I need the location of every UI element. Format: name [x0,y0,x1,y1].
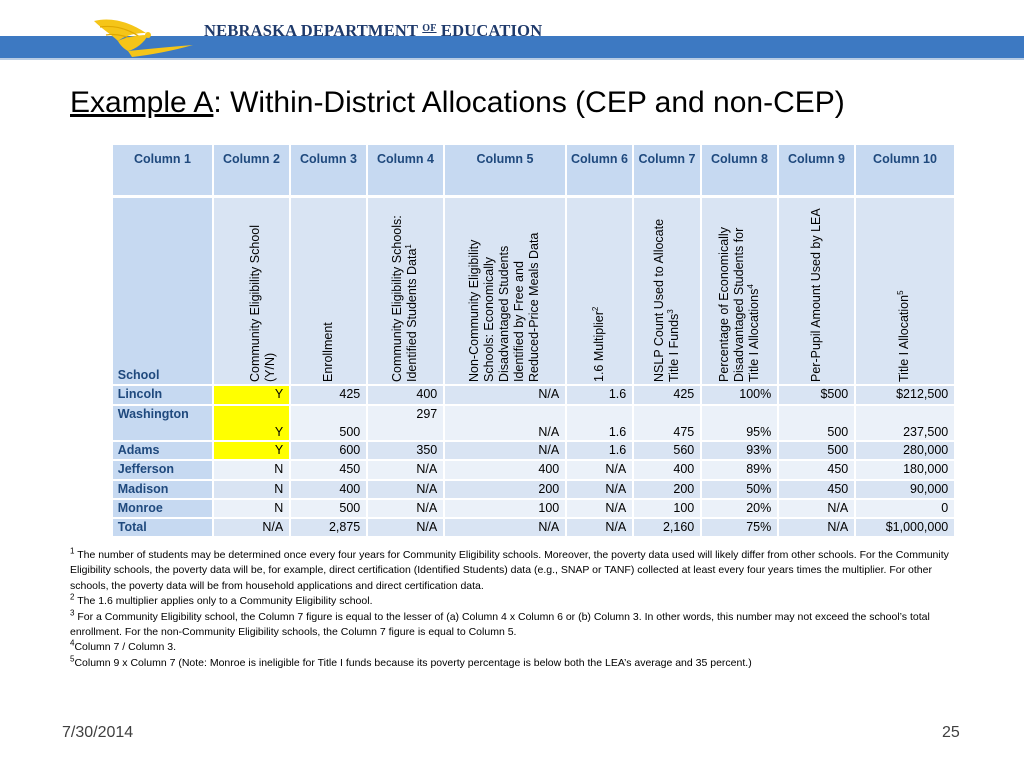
table-cell: N [214,461,290,480]
table-cell: N/A [368,519,444,537]
table-cell: 500 [779,442,855,460]
school-label-cell: School [113,198,213,385]
column-label-3: Enrollment [291,198,367,385]
page-title [70,86,845,120]
column-label-7: NSLP Count Used to Allocate Title I Funds$^3$ [634,198,701,385]
table-cell: N [214,500,290,518]
table-cell: N [214,481,290,499]
column-header-8: Column 8 [702,145,778,196]
table-cell: 100 [634,500,701,518]
column-header-5: Column 5 [445,145,566,196]
slide-date: 7/30/2014 [62,724,134,741]
table-cell: 500 [291,500,367,518]
column-label-10: Title I Allocation$^5$ [856,198,955,385]
column-header-10: Column 10 [856,145,955,196]
row-label-5: Monroe [113,500,213,518]
column-label-4: Community Eligibility Schools: Identified Students Data$^1$ [368,198,444,385]
row-label-6: Total [113,519,213,537]
table-cell: 100 [445,500,566,518]
table-cell: N/A [445,386,566,405]
title-rest: : Within-District Allocations (CEP and non-CEP) [213,86,845,119]
footnote-5: $^5$Column 9 x Column 7 (Note: Monroe is ineligible for Title I funds because its poverty percentage is below both the LEA’s average and 35 percent.) [70,654,752,669]
table-cell: N/A [445,406,566,441]
row-label-2: Adams [113,442,213,460]
table-cell: 297 [368,406,444,441]
table-cell: 560 [634,442,701,460]
table-cell: 450 [291,461,367,480]
table-cell: 200 [634,481,701,499]
table-cell: 180,000 [856,461,955,480]
footnote-3: $^3$ For a Community Eligibility school, the Column 7 figure is equal to the lesser of (a) Column 4 x Column 6 or (b) Column 3. In other words, this number may not exceed the school’s total enrollment. For the non-Community Eligibility schools, the Column 7 figure is equal to Column 5. [70,608,930,639]
column-header-2: Column 2 [214,145,290,196]
table-cell: 1.6 [567,386,633,405]
title-lead: Example A [70,86,214,119]
table-cell: 0 [856,500,955,518]
table-cell: N/A [567,481,633,499]
table-cell: Y [214,386,290,405]
table-cell: N/A [779,500,855,518]
table-cell: N/A [567,500,633,518]
nde-logo-icon [88,13,198,63]
table-cell: 89% [702,461,778,480]
table-cell: N/A [368,500,444,518]
table-cell: 100% [702,386,778,405]
column-label-5: Non-Community Eligibility Schools: Economically Disadvantaged Students Identified by Free and Reduced-Price Meals Data [445,198,566,385]
table-cell: 400 [445,461,566,480]
row-label-0: Lincoln [113,386,213,405]
table-cell: 450 [779,461,855,480]
row-label-1: Washington [113,406,213,441]
table-cell: 1.6 [567,442,633,460]
table-cell: Y [214,406,290,441]
footnote-1: $^1$ The number of students may be determined once every four years for Community Eligibility schools. Moreover, the poverty data used will likely differ from other schools. For the Community Eligibility schools, the poverty data will be, for example, direct certification (Identified Students) data (e.g., SNAP or TANF) collected at least every four years times the multiplier. For other schools, the poverty data will be from household applications and direct certification data. [70,546,949,592]
table-cell: 400 [368,386,444,405]
page-number: 25 [942,724,960,741]
row-label-3: Jefferson [113,461,213,480]
table-cell: N/A [368,461,444,480]
table-cell: N/A [368,481,444,499]
table-cell: 237,500 [856,406,955,441]
table-cell: 200 [445,481,566,499]
table-cell: 400 [634,461,701,480]
table-cell: N/A [567,461,633,480]
table-cell: 280,000 [856,442,955,460]
table-cell: N/A [779,519,855,537]
table-cell: 1.6 [567,406,633,441]
table-cell: 50% [702,481,778,499]
column-label-9: Per-Pupil Amount Used by LEA [779,198,855,385]
column-label-8: Percentage of Economically Disadvantaged Students for Title I Allocations$^4$ [702,198,778,385]
table-cell: 500 [779,406,855,441]
table-cell: N/A [445,442,566,460]
table-cell: 20% [702,500,778,518]
table-cell: 475 [634,406,701,441]
table-cell: 600 [291,442,367,460]
column-header-6: Column 6 [567,145,633,196]
table-cell: $212,500 [856,386,955,405]
column-header-3: Column 3 [291,145,367,196]
table-cell: 75% [702,519,778,537]
table-cell: 425 [291,386,367,405]
table-cell: 500 [291,406,367,441]
column-header-7: Column 7 [634,145,701,196]
table-cell: $1,000,000 [856,519,955,537]
org-name: NEBRASKA DEPARTMENT $^{OF}$ EDUCATION [204,21,543,40]
footnote-4: $^4$Column 7 / Column 3. [70,638,176,654]
table-cell: 2,875 [291,519,367,537]
table-cell: 400 [291,481,367,499]
table-cell: N/A [445,519,566,537]
row-label-4: Madison [113,481,213,499]
footnote-2: $^2$ The 1.6 multiplier applies only to a Community Eligibility school. [70,592,373,608]
table-cell: Y [214,442,290,460]
table-cell: 2,160 [634,519,701,537]
column-header-4: Column 4 [368,145,444,196]
table-cell: 95% [702,406,778,441]
table-cell: 90,000 [856,481,955,499]
table-cell: 450 [779,481,855,499]
table-cell: 425 [634,386,701,405]
table-cell: N/A [567,519,633,537]
column-label-2: Community Eligibility School (Y/N) [214,198,290,385]
table-cell: 93% [702,442,778,460]
column-label-6: 1.6 Multiplier$^2$ [567,198,633,385]
table-cell: 350 [368,442,444,460]
footnotes [70,548,970,671]
column-header-9: Column 9 [779,145,855,196]
table-cell: $500 [779,386,855,405]
table-cell: N/A [214,519,290,537]
column-header-1: Column 1 [113,145,213,196]
